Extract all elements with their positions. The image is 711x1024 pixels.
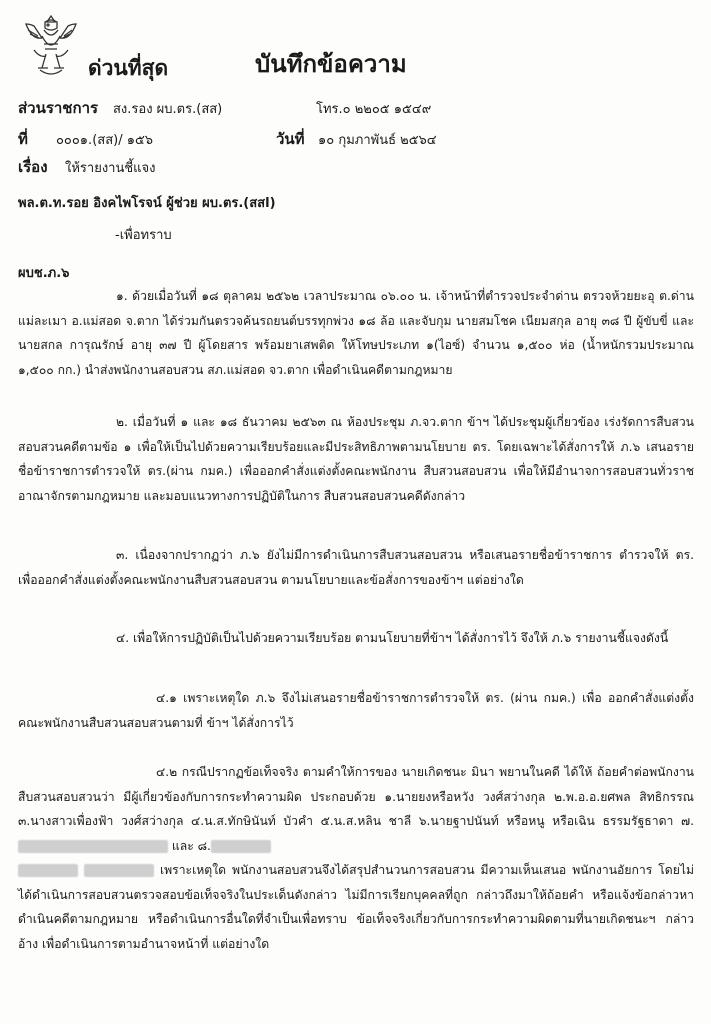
garuda-emblem-icon <box>20 10 82 82</box>
ref-label: ที่ <box>18 130 28 148</box>
redacted-name-1 <box>18 840 168 853</box>
paragraph-4-2-part-b: และ ๘. <box>171 838 211 853</box>
purpose: -เพื่อทราบ <box>115 228 172 243</box>
agency-value: สง.รอง ผบ.ตร.(สส) <box>113 102 223 117</box>
paragraph-4-2 <box>18 760 698 956</box>
ref-value: ๐๐๐๑.(สส)/ ๑๕๖ <box>56 133 154 148</box>
addressee: พล.ต.ท.รอย อิงคไพโรจน์ ผู้ช่วย ผบ.ตร.(สสl) <box>18 196 276 211</box>
redacted-name-3 <box>18 864 78 877</box>
agency-label: ส่วนราชการ <box>18 99 99 117</box>
paragraph-4-1: ๔.๑ เพราะเหตุใด ภ.๖ จึงไม่เสนอรายชื่อข้าราชการตำรวจให้ ตร. (ผ่าน กมค.) เพื่อ ออกคำสั่งแต่งตั้งคณะพนักงานสืบสวนสอบสวนตามที่ ข้าฯ ได้สั่งการไว้ <box>18 691 694 730</box>
paragraph-4-2-part-c: เพราะเหตุใด พนักงานสอบสวนจึงได้สรุปสำนวนการสอบสวน มีความเห็นเสนอ พนักงานอัยการ โดยไม่ได้ดำเนินการสอบสวนตรวจสอบข้อเท็จจริงในประเด็นดังกล่าว ไม่มีการเรียกบุคคลที่ถูก กล่าวถึงมาให้ถ้อยคำ หรือแจ้งข้อกล่าวหาดำเนินคดีตามกฎหมาย หรือดำเนินการอื่นใดที่จำเป็นเพื่อทราบ ข้อเท็จจริงเกี่ยวกับการกระทำความผิดตามที่นายเกิดชนะฯ กล่าวอ้าง เพื่อดำเนินการตามอำนาจหน้าที่ แต่อย่างใด <box>18 863 695 951</box>
paragraph-2: ๒. เมื่อวันที่ ๑ และ ๑๘ ธันวาคม ๒๕๖๓ ณ ห้องประชุม ภ.จว.ตาก ข้าฯ ได้ประชุมผู้เกี่ยวข้อง เร่งรัดการสืบสวนสอบสวนคดีตามข้อ ๑ เพื่อให้เป็นไปด้วยความเรียบร้อยและมีประสิทธิภาพตามนโยบาย ตร. โดยเฉพาะได้สั่งการให้ ภ.๖ เสนอรายชื่อข้าราชการตำรวจให้ ตร.(ผ่าน กมค.) เพื่อออกคำสั่งแต่งตั้งคณะพนักงาน สืบสวนสอบสวน เพื่อให้มีอำนาจการสอบสวนทั่วราชอาณาจักรตามกฎหมาย และมอบแนวทางการปฏิบัติในการ สืบสวนสอบสวนคดีดังกล่าว <box>18 415 694 503</box>
urgency-label: ด่วนที่สุด <box>88 56 169 80</box>
date-value: ๑๐ กุมภาพันธ์ ๒๕๖๔ <box>318 133 437 148</box>
redacted-name-4 <box>84 864 154 877</box>
subject-value: ให้รายงานชี้แจง <box>65 161 156 176</box>
recipient: ผบช.ภ.๖ <box>18 266 70 281</box>
paragraph-3: ๓. เนื่องจากปรากฏว่า ภ.๖ ยังไม่มีการดำเนินการสืบสวนสอบสวน หรือเสนอรายชื่อข้าราชการ ตำรวจให้ ตร. เพื่อออกคำสั่งแต่งตั้งคณะพนักงานสืบสวนสอบสวน ตามนโยบายและข้อสั่งการของข้าฯ แต่อย่างใด <box>18 548 694 587</box>
memo-title: บันทึกข้อความ <box>255 50 407 78</box>
date-label: วันที่ <box>276 130 305 148</box>
redacted-name-2 <box>211 840 271 853</box>
paragraph-4: ๔. เพื่อให้การปฏิบัติเป็นไปด้วยความเรียบร้อย ตามนโยบายที่ข้าฯ ได้สั่งการไว้ จึงให้ ภ.๖ รายงานชี้แจงดังนี้ <box>116 631 669 645</box>
subject-label: เรื่อง <box>18 158 48 176</box>
paragraph-1: ๑. ด้วยเมื่อวันที่ ๑๘ ตุลาคม ๒๕๖๒ เวลาประมาณ ๐๖.๐๐ น. เจ้าหน้าที่ตำรวจประจำด่าน ตรวจห้วยยะอุ ต.ด่านแม่ละเมา อ.แม่สอด จ.ตาก ได้ร่วมกันตรวจค้นรถยนต์บรรทุกพ่วง ๑๘ ล้อ และจับกุม นายสมโชค เนียมสกุล อายุ ๓๘ ปี ผู้ขับขี่ และนายสกล การุณรักษ์ อายุ ๓๗ ปี ผู้โดยสาร พร้อมยาเสพติด ให้โทษประเภท ๑(ไอซ์) จำนวน ๑,๕๐๐ ห่อ (น้ำหนักรวมประมาณ ๑,๕๐๐ กก.) นำส่งพนักงานสอบสวน สภ.แม่สอด จว.ตาก เพื่อดำเนินคดีตามกฎหมาย <box>18 289 694 377</box>
paragraph-4-2-part-a: ๔.๒ กรณีปรากฏข้อเท็จจริง ตามคำให้การของ นายเกิดชนะ มินา พยานในคดี ได้ให้ ถ้อยคำต่อพนักงานสืบสวนสอบสวนว่า มีผู้เกี่ยวข้องกับการกระทำความผิด ประกอบด้วย ๑.นายยงหรือหวัง วงศ์สว่างกุล ๒.พ.อ.อ.ยศพล สิทธิกรรณ ๓.นางสาวเพื่องฟ้า วงศ์สว่างกุล ๔.น.ส.ทักษินันท์ บัวคำ ๕.น.ส.หลิน ชาลี ๖.นายฐาปนันท์ หรือหนู หรือเฉิน ธรรมรัฐธาดา ๗. <box>18 765 698 828</box>
phone-number: โทร.๐ ๒๒๐๕ ๑๕๔๙ <box>316 102 432 117</box>
